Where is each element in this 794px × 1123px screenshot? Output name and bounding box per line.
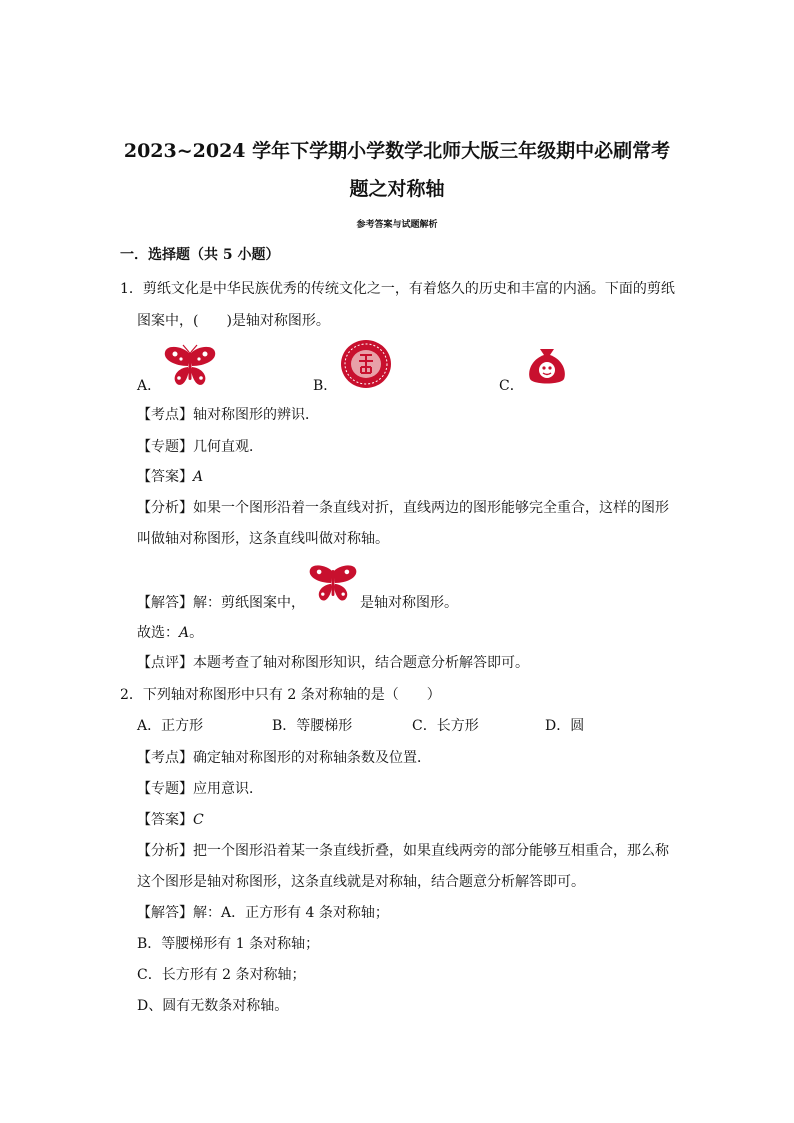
q1-answer-value: A [193,469,204,485]
q1-zhuanti: 【专题】几何直观． [137,439,263,455]
bag-papercut-image [526,345,568,385]
q1-option-a-label: A． [137,378,162,394]
q1-stem-line2: 图案中，( )是轴对称图形。 [137,313,330,329]
q2-answer-label: 【答案】 [137,812,193,828]
q2-option-a: A．正方形 [137,718,204,734]
doc-title-line1: 2023~2024 学年下学期小学数学北师大版三年级期中必刷常考 [123,140,671,162]
q1-stem-line1: 1．剪纸文化是中华民族优秀的传统文化之一，有着悠久的历史和丰富的内涵。下面的剪纸 [120,281,675,297]
q1-dianping: 【点评】本题考查了轴对称图形知识，结合题意分析解答即可。 [137,655,529,671]
q2-jieda-line3: C．长方形有 2 条对称轴； [137,967,306,983]
q1-fenxi-line2: 叫做轴对称图形，这条直线叫做对称轴。 [137,531,389,547]
q1-answer-label: 【答案】 [137,469,193,485]
section-heading: 一．选择题（共 5 小题） [120,247,280,263]
q1-guxuan-label: 故选： [137,625,179,641]
q2-answer [137,810,204,830]
doc-title-line2: 题之对称轴 [349,178,445,200]
q2-jieda-line4: D、圆有无数条对称轴。 [137,998,289,1014]
q2-stem: 2．下列轴对称图形中只有 2 条对称轴的是（ ） [120,687,441,703]
butterfly-papercut-inline-image [308,562,358,604]
q2-option-d: D．圆 [545,718,585,734]
q2-fenxi-line1: 【分析】把一个图形沿着某一条直线折叠，如果直线两旁的部分能够互相重合，那么称 [137,843,669,859]
q1-jieda-suffix: 是轴对称图形。 [360,595,458,611]
q2-option-b: B．等腰梯形 [272,718,353,734]
q2-fenxi-line2: 这个图形是轴对称图形，这条直线就是对称轴，结合题意分析解答即可。 [137,874,585,890]
q2-jieda-line1: 【解答】解：A．正方形有 4 条对称轴； [137,905,389,921]
q1-jieda-prefix: 【解答】解：剪纸图案中， [137,595,305,611]
butterfly-papercut-image [163,344,217,388]
q1-guxuan-end: 。 [189,625,204,641]
q1-option-b-label: B． [313,378,338,394]
doc-subtitle: 参考答案与试题解析 [356,220,438,230]
q2-jieda-line2: B．等腰梯形有 1 条对称轴； [137,936,320,952]
q2-answer-value: C [193,812,204,828]
q1-kaodian: 【考点】轴对称图形的辨识． [137,407,319,423]
q1-option-c-label: C． [499,378,524,394]
q2-kaodian: 【考点】确定轴对称图形的对称轴条数及位置． [137,750,431,766]
q1-fenxi-line1: 【分析】如果一个图形沿着一条直线对折，直线两边的图形能够完全重合，这样的图形 [137,500,669,516]
q2-zhuanti: 【专题】应用意识． [137,781,263,797]
round-fu-papercut-image [340,339,392,389]
q2-option-c: C．长方形 [412,718,479,734]
q1-answer [137,467,203,487]
q1-guxuan-value: A [179,625,190,641]
q1-guxuan [137,623,203,643]
